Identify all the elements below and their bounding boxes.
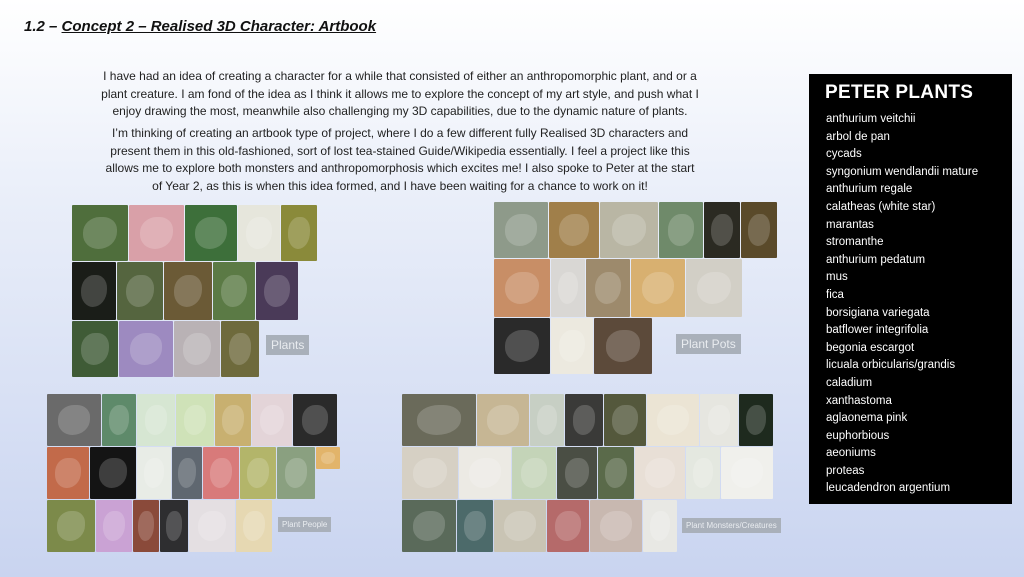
pot-image xyxy=(741,202,777,258)
character-image xyxy=(102,394,136,446)
character-image xyxy=(133,500,159,552)
intro-paragraph: I have had an idea of creating a character for a while that consisted of either an anthropomorphic plant, and or a plant creature. I am fond of the idea as I think it allows me to explore the concept of my art style, and push what I enjoy drawing the most, meanwhile also challenging my 3D capabilities, due to the dynamic nature of plants. xyxy=(101,69,699,118)
creature-image xyxy=(402,447,458,499)
character-image xyxy=(160,500,188,552)
character-image xyxy=(203,447,239,499)
title-number: 1.2 – xyxy=(24,18,62,35)
plant-list-item: proteas xyxy=(826,464,865,477)
character-image xyxy=(90,447,136,499)
artbook-paragraph: I’m thinking of creating an artbook type of project, where I do a few different fully Realised 3D characters and present them in this old-fashioned, sort of lost tea-stained Guide/Wikipedia essentially. I feel a project like this allows me to explore both monsters and anthropomorphosis which excites me! I also spoke to Peter at the start of Year 2, as this is when this idea formed, and I have been waiting for a chance to work on it! xyxy=(105,126,695,193)
creature-image xyxy=(557,447,597,499)
plant-list-item: anthurium regale xyxy=(826,183,913,196)
plant-list-item: calatheas (white star) xyxy=(826,200,936,213)
plant-image xyxy=(281,205,317,261)
creature-image xyxy=(512,447,556,499)
pot-image xyxy=(586,259,630,317)
creature-image xyxy=(686,447,720,499)
character-image xyxy=(215,394,251,446)
pot-image xyxy=(549,202,599,258)
plant-list-item: borsigiana variegata xyxy=(826,306,930,319)
plant-list-item: euphorbious xyxy=(826,429,890,442)
creature-image xyxy=(547,500,589,552)
peter-plants-title: PETER PLANTS xyxy=(825,82,974,103)
slide-title xyxy=(24,18,376,35)
plant-list-item: anthurium pedatum xyxy=(826,253,926,266)
creature-image xyxy=(604,394,646,446)
creature-image xyxy=(477,394,529,446)
plant-image xyxy=(129,205,184,261)
character-image xyxy=(236,500,272,552)
plant-image xyxy=(256,262,298,320)
character-image xyxy=(137,394,175,446)
character-image xyxy=(316,447,340,469)
creature-image xyxy=(700,394,738,446)
creature-image xyxy=(530,394,564,446)
character-image xyxy=(252,394,292,446)
title-text: Concept 2 – Realised 3D Character: Artbook xyxy=(61,18,377,35)
character-image xyxy=(137,447,171,499)
creature-image xyxy=(402,394,476,446)
pot-image xyxy=(494,318,550,374)
peter-plants-list xyxy=(826,111,978,498)
plant-image xyxy=(185,205,237,261)
plant-list-item: leucadendron argentium xyxy=(826,482,951,495)
character-image xyxy=(176,394,214,446)
plants-collage xyxy=(72,205,262,377)
plant-image xyxy=(72,262,116,320)
character-image xyxy=(277,447,315,499)
plant-image xyxy=(174,321,220,377)
plant-image xyxy=(72,205,128,261)
creature-image xyxy=(635,447,685,499)
creature-image xyxy=(739,394,773,446)
plant-list-item: mus xyxy=(826,271,848,284)
pot-image xyxy=(659,202,703,258)
plant-list-item: syngonium wendlandii mature xyxy=(826,165,979,178)
character-image xyxy=(47,500,95,552)
pot-image xyxy=(494,202,548,258)
peter-plants-panel xyxy=(809,74,1012,504)
plants-label: Plants xyxy=(266,335,309,355)
pot-image xyxy=(704,202,740,258)
plant-image xyxy=(117,262,163,320)
pot-image xyxy=(600,202,658,258)
plant-list-item: marantas xyxy=(826,218,874,231)
creature-image xyxy=(565,394,603,446)
character-image xyxy=(172,447,202,499)
creature-image xyxy=(590,500,642,552)
plant-list-item: aglaonema pink xyxy=(826,412,908,425)
plant-list-item: fica xyxy=(826,288,844,301)
plant-list-item: caladium xyxy=(826,376,873,389)
plant-image xyxy=(213,262,255,320)
plant-monsters-label: Plant Monsters/Creatures xyxy=(682,518,781,533)
plant-image xyxy=(119,321,173,377)
plant-list-item: begonia escargot xyxy=(826,341,915,354)
plant-list-item: stromanthe xyxy=(826,236,884,249)
character-image xyxy=(47,447,89,499)
creature-image xyxy=(459,447,511,499)
plant-list-item: batflower integrifolia xyxy=(826,324,929,337)
creature-image xyxy=(402,500,456,552)
plant-pots-label: Plant Pots xyxy=(676,334,741,354)
character-image xyxy=(96,500,132,552)
creature-image xyxy=(494,500,546,552)
character-image xyxy=(240,447,276,499)
plant-image xyxy=(221,321,259,377)
plant-image xyxy=(72,321,118,377)
plant-image xyxy=(164,262,212,320)
plant-list-item: xanthastoma xyxy=(826,394,892,407)
plant-people-label: Plant People xyxy=(278,517,331,532)
creature-image xyxy=(643,500,677,552)
character-image xyxy=(293,394,337,446)
character-image xyxy=(47,394,101,446)
creature-image xyxy=(598,447,634,499)
pot-image xyxy=(594,318,652,374)
pot-image xyxy=(551,318,593,374)
plant-list-item: arbol de pan xyxy=(826,130,890,143)
creature-image xyxy=(647,394,699,446)
pot-image xyxy=(551,259,585,317)
plant-list-item: anthurium veitchii xyxy=(826,113,916,125)
pot-image xyxy=(494,259,550,317)
creature-image xyxy=(457,500,493,552)
plant-list-item: cycads xyxy=(826,148,862,161)
plant-image xyxy=(238,205,280,261)
pot-image xyxy=(631,259,685,317)
character-image xyxy=(189,500,235,552)
pot-image xyxy=(686,259,742,317)
plant-list-item: licuala orbicularis/grandis xyxy=(826,359,956,372)
creature-image xyxy=(721,447,773,499)
plant-list-item: aeoniums xyxy=(826,447,876,460)
